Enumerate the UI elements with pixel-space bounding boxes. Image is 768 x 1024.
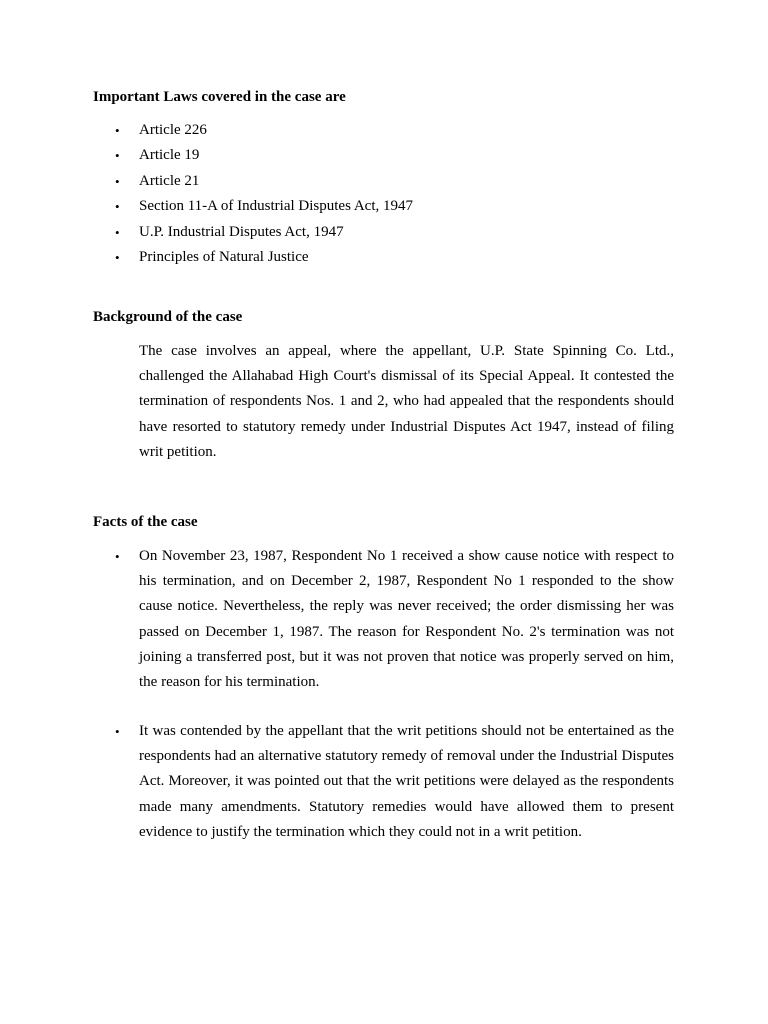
bullet-icon: • — [115, 549, 120, 564]
bullet-icon: • — [115, 249, 120, 265]
facts-heading: Facts of the case — [93, 514, 198, 530]
list-item-text: Article 226 — [139, 122, 207, 138]
list-item — [0, 220, 413, 245]
background-heading: Background of the case — [93, 309, 243, 325]
laws-list — [0, 118, 413, 270]
fact-text: On November 23, 1987, Respondent No 1 received a show cause notice with respect to his termination, and on December 2, 1987, Respondent No 1 responded to the show cause notice. Nevertheless, the reply was never received; the order dismissing her was passed on December 1, 1987. The reason for Respondent No. 2's termination was not joining a transferred post, but it was not proven that notice was properly served on him, the reason for his termination. — [139, 548, 674, 691]
background-paragraph: The case involves an appeal, where the appellant, U.P. State Spinning Co. Ltd., challenged the Allahabad High Court's dismissal of its Special Appeal. It contested the termination of respondents Nos. 1 and 2, who had appealed that the respondents should have resorted to statutory remedy under Industrial Disputes Act 1947, instead of filing writ petition. — [139, 343, 674, 460]
list-item-text: Article 21 — [139, 172, 200, 189]
list-item-text: Principles of Natural Justice — [139, 248, 309, 265]
list-item-text: Section 11-A of Industrial Disputes Act, 1947 — [139, 198, 413, 215]
bullet-icon: • — [115, 199, 120, 215]
bullet-icon: • — [115, 173, 120, 189]
bullet-icon: • — [115, 148, 120, 164]
bullet-icon: • — [115, 724, 120, 739]
list-item — [0, 143, 413, 168]
list-item-text: U.P. Industrial Disputes Act, 1947 — [139, 223, 344, 240]
list-item — [0, 118, 413, 143]
list-item-text: Article 19 — [139, 147, 200, 164]
fact-text: It was contended by the appellant that the writ petitions should not be entertained as the respondents had an alternative statutory remedy of removal under the Industrial Disputes Act. Moreover, it was pointed out that the writ petitions were delayed as the respondents made many amendments. Statutory remedies would have allowed them to present evidence to justify the termination which they could not in a writ petition. — [139, 723, 674, 840]
laws-heading: Important Laws covered in the case are — [93, 89, 346, 105]
list-item — [0, 169, 413, 194]
bullet-icon: • — [115, 224, 120, 240]
list-item — [0, 245, 413, 270]
bullet-icon: • — [115, 123, 120, 138]
list-item — [0, 194, 413, 219]
